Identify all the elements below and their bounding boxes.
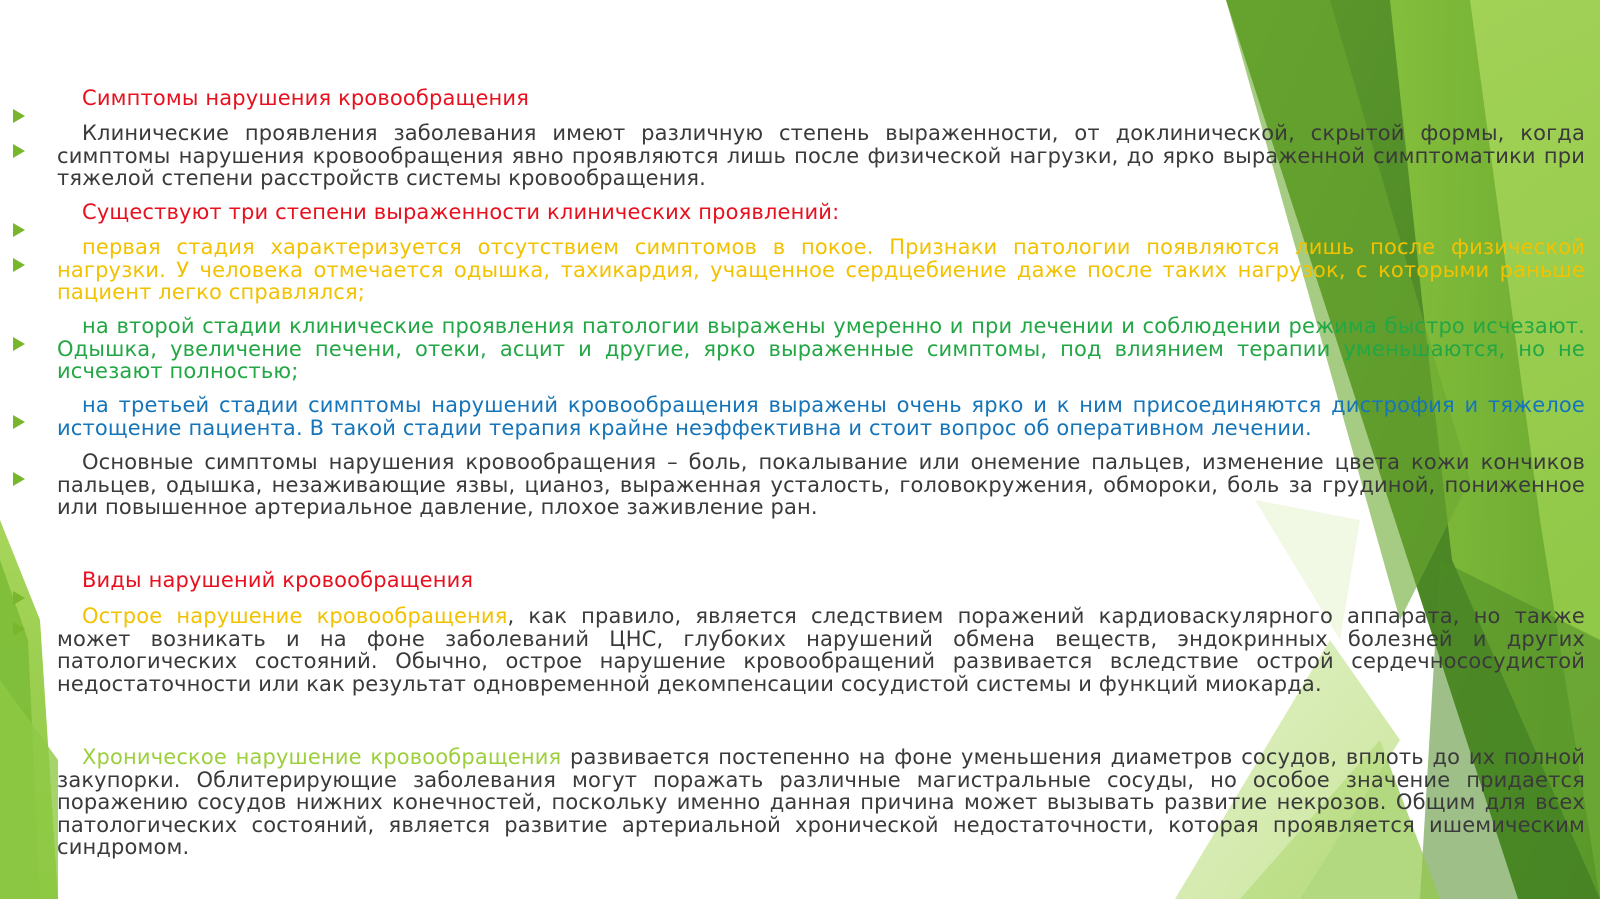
term-acute: Острое нарушение кровообращения	[82, 604, 508, 628]
paragraph-clinical-manifestations: Клинические проявления заболевания имеют различную степень выраженности, от доклинической, скрытой формы, когда симптомы нарушения кровообращения явно проявляются лишь после физической нагрузки, до ярко выраженной симптоматики при тяжелой степени расстройств системы кровообращения.	[57, 121, 1585, 190]
triangle-right-icon	[13, 591, 25, 605]
paragraph-stage-2: на второй стадии клинические проявления патологии выражены умеренно и при лечении и соблюдении режима быстро исчезают. Одышка, увеличение печени, отеки, асцит и другие, ярко выраженные симптомы, под влиянием терапии уменьшаются, но не исчезают полностью;	[57, 314, 1585, 383]
triangle-right-icon	[13, 622, 25, 636]
heading-symptoms: Симптомы нарушения кровообращения	[82, 86, 529, 110]
triangle-right-icon	[13, 223, 25, 237]
triangle-right-icon	[13, 415, 25, 429]
paragraph-main-symptoms: Основные симптомы нарушения кровообращения – боль, покалывание или онемение пальцев, изменение цвета кожи кончиков пальцев, одышка, незаживающие язвы, цианоз, выраженная усталость, головокружения, обмороки, боль за грудиной, пониженное или повышенное артериальное давление, плохое заживление ран.	[57, 450, 1585, 519]
paragraph-stage-1: первая стадия характеризуется отсутствием симптомов в покое. Признаки патологии появляются лишь после физической нагрузки. У человека отмечается одышка, тахикардия, учащенное сердцебиение даже после таких нагрузок, с которыми раньше пациент легко справлялся;	[57, 235, 1585, 304]
text-acute: , как правило, является следствием поражений кардиоваскулярного аппарата, но также может возникать и на фоне заболеваний ЦНС, глубоких нарушений обмена веществ, эндокринных болезней и других патологических состояний. Обычно, острое нарушение кровообращений развивается вследствие острой сердечнососудистой недостаточности или как результат одновременной декомпенсации сосудистой системы и функций миокарда.	[57, 604, 1585, 696]
heading-types: Виды нарушений кровообращения	[82, 568, 474, 592]
triangle-right-icon	[13, 109, 25, 123]
triangle-right-icon	[13, 144, 25, 158]
triangle-right-icon	[13, 472, 25, 486]
term-chronic: Хроническое нарушение кровообращения	[82, 745, 562, 769]
paragraph-chronic	[57, 746, 1585, 859]
paragraph-stage-3: на третьей стадии симптомы нарушений кровообращения выражены очень ярко и к ним присоединяются дистрофия и тяжелое истощение пациента. В такой стадии терапия крайне неэффективна и стоит вопрос об оперативном лечении.	[57, 393, 1585, 440]
triangle-right-icon	[13, 258, 25, 272]
triangle-right-icon	[13, 337, 25, 351]
paragraph-acute	[57, 605, 1585, 695]
text-chronic: развивается постепенно на фоне уменьшения диаметров сосудов, вплоть до их полной закупорки. Облитерирующие заболевания могут поражать различные магистральные сосуды, но особое значение придается поражению сосудов нижних конечностей, поскольку именно данная причина может вызывать развитие некрозов. Общим для всех патологических состояний, является развитие артериальной хронической недостаточности, которая проявляется ишемическим синдромом.	[57, 745, 1585, 859]
heading-three-degrees: Существуют три степени выраженности клинических проявлений:	[82, 200, 840, 224]
